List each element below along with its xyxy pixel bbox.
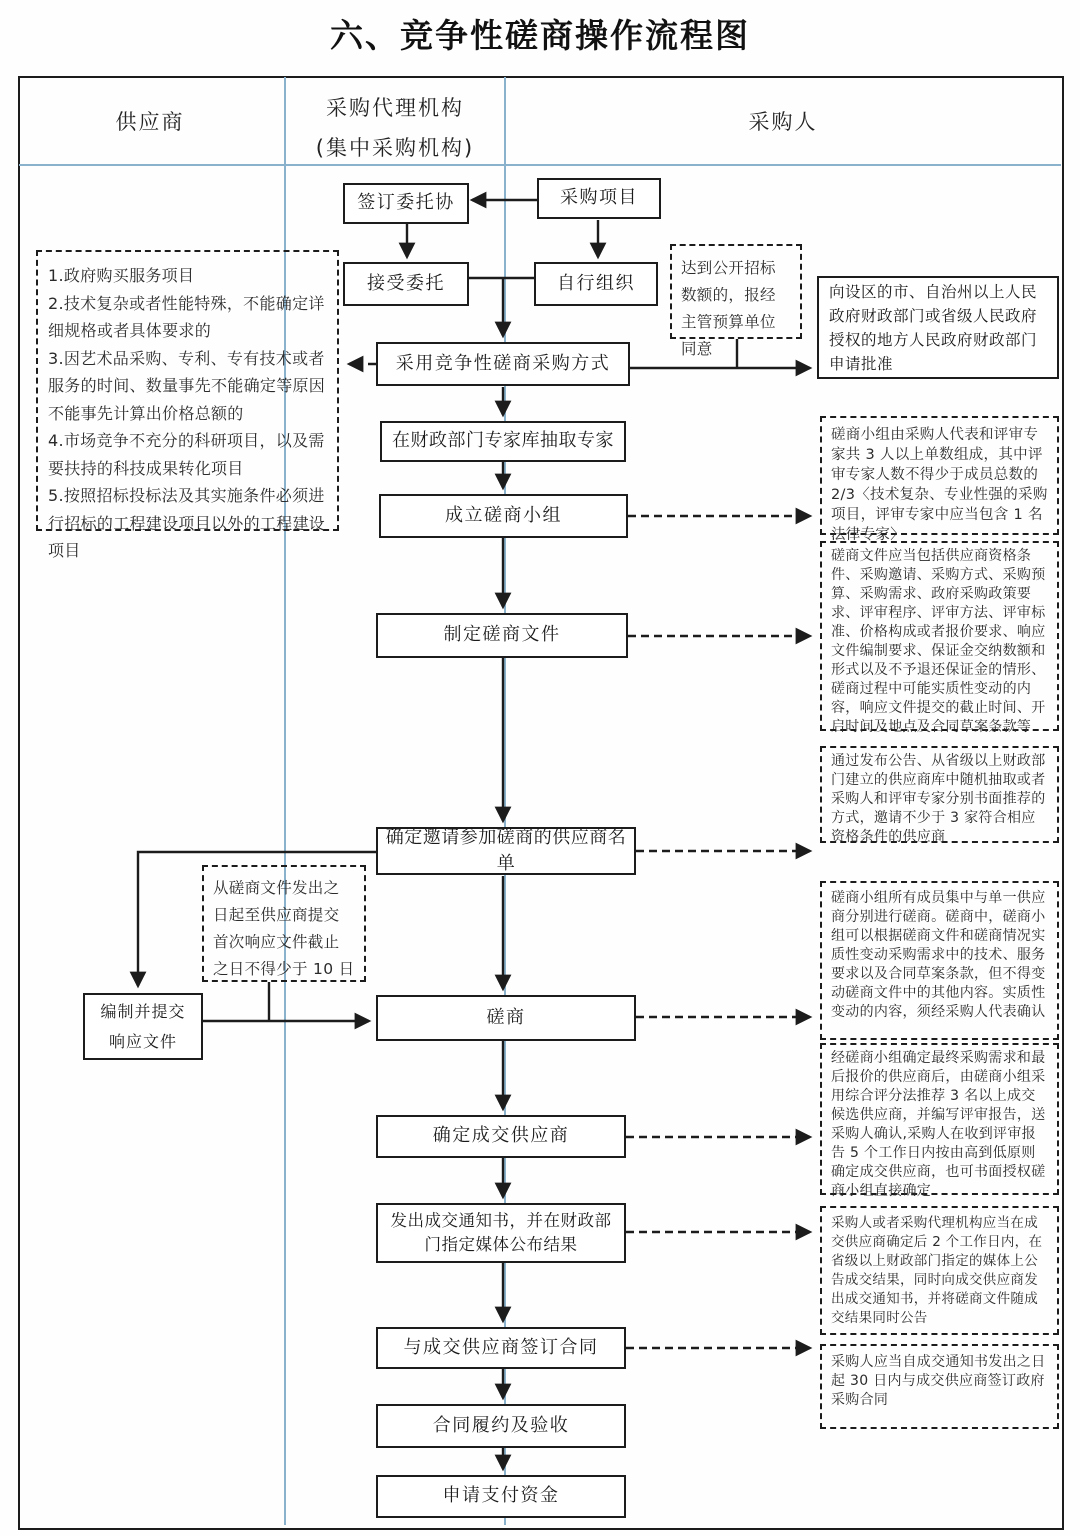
- applicable-item-3: 3.因艺术品采购、专利、专有技术或者服务的时间、数量事先不能确定等原因不能事先计算出价格总额的: [48, 348, 326, 423]
- node-procurement-project: 采购项目: [537, 178, 661, 219]
- node-contract-performance: 合同履约及验收: [376, 1404, 626, 1448]
- note-deadline: 从磋商文件发出之日起至供应商提交首次响应文件截止之日不得少于 10 日: [202, 865, 366, 982]
- node-draw-experts: 在财政部门专家库抽取专家: [380, 421, 626, 462]
- node-confirm-supplier-list: 确定邀请参加磋商的供应商名单: [376, 827, 636, 875]
- applicable-item-1: 1.政府购买服务项目: [48, 266, 195, 285]
- node-prepare-docs: 制定磋商文件: [376, 613, 628, 658]
- applicable-item-2: 2.技术复杂或者性能特殊，不能确定详细规格或者具体要求的: [48, 293, 325, 340]
- applicable-item-5: 5.按照招标投标法及其实施条件必须进行招标的工程建设项目以外的工程建设项目: [48, 486, 326, 560]
- node-sign-contract: 与成交供应商签订合同: [376, 1327, 626, 1369]
- node-adopt-method: 采用竞争性磋商采购方式: [376, 342, 630, 386]
- node-issue-notice: 发出成交通知书，并在财政部门指定媒体公布结果: [376, 1203, 626, 1263]
- note-invite-method: 通过发布公告、从省级以上财政部门建立的供应商库中随机抽取或者采购人和评审专家分别书面推荐的方式，邀请不少于 3 家符合相应资格条件的供应商: [820, 746, 1059, 843]
- node-self-organize: 自行组织: [534, 262, 658, 306]
- node-form-group: 成立磋商小组: [379, 494, 628, 538]
- lane-agency-line1: 采购代理机构: [326, 96, 464, 120]
- node-accept-entrust: 接受委托: [343, 262, 469, 306]
- lane-agency-line2: (集中采购机构): [315, 136, 475, 160]
- page-title: 六、竞争性磋商操作流程图: [330, 16, 750, 55]
- note-announce-rules: 采购人或者采购代理机构应当在成交供应商确定后 2 个工作日内，在省级以上财政部门指定的媒体上公告成交结果，同时向成交供应商发出成交通知书，并将磋商文件随成交结果同时公告: [820, 1206, 1059, 1335]
- node-prepare-response-line1: 编制并提交: [100, 1002, 186, 1022]
- node-sign-agreement: 签订委托协: [343, 183, 469, 224]
- node-prepare-response: [83, 993, 203, 1060]
- lane-supplier: 供应商: [115, 110, 185, 134]
- node-prepare-response-line2: 响应文件: [108, 1031, 177, 1051]
- note-winner-rules: 经磋商小组确定最终采购需求和最后报价的供应商后，由磋商小组采用综合评分法推荐 3 名以上成交候选供应商，并编写评审报告，送采购人确认,采购人在收到评审报告 5 个工作日内按由高到低原则确定成交供应商，也可书面授权磋商小组直接确定: [820, 1043, 1059, 1195]
- lane-agency: [300, 92, 490, 162]
- node-consultation: 磋商: [376, 995, 636, 1041]
- note-group-composition: 磋商小组由采购人代表和评审专家共 3 人以上单数组成，其中评审专家人数不得少于成员总数的 2/3〈技术复杂、专业性强的采购项目，评审专家中应当包含 1 名法律专家〉: [820, 416, 1059, 535]
- node-determine-winner: 确定成交供应商: [376, 1115, 626, 1158]
- note-docs-contents: 磋商文件应当包括供应商资格条件、采购邀请、采购方式、采购预算、采购需求、政府采购政策要求、评审程序、评审方法、评审标准、价格构成或者报价要求、响应文件编制要求、保证金交纳数额和形式以及不予退还保证金的情形、磋商过程中可能实质性变动的内容，响应文件提交的截止时间、开启时间及地点及合同草案条款等: [820, 541, 1059, 731]
- note-consult-rules: 磋商小组所有成员集中与单一供应商分别进行磋商。磋商中，磋商小组可以根据磋商文件和磋商情况实质性变动采购需求中的技术、服务要求以及合同草案条款，但不得变动磋商文件中的其他内容。实质性变动的内容，须经采购人代表确认: [820, 881, 1059, 1040]
- lane-purchaser: 采购人: [748, 110, 818, 134]
- applicable-item-4: 4.市场竞争不充分的科研项目，以及需要扶持的科技成果转化项目: [48, 431, 325, 478]
- node-apply-payment: 申请支付资金: [376, 1475, 626, 1518]
- note-contract-deadline: 采购人应当自成交通知书发出之日起 30 日内与成交供应商签订政府采购合同: [820, 1344, 1059, 1429]
- note-applicable-items: [36, 250, 339, 560]
- node-approval-request: 向设区的市、自治州以上人民政府财政部门或省级人民政府授权的地方人民政府财政部门申请批准: [817, 276, 1059, 379]
- note-open-tender-threshold: 达到公开招标数额的，报经主管预算单位同意: [670, 244, 802, 339]
